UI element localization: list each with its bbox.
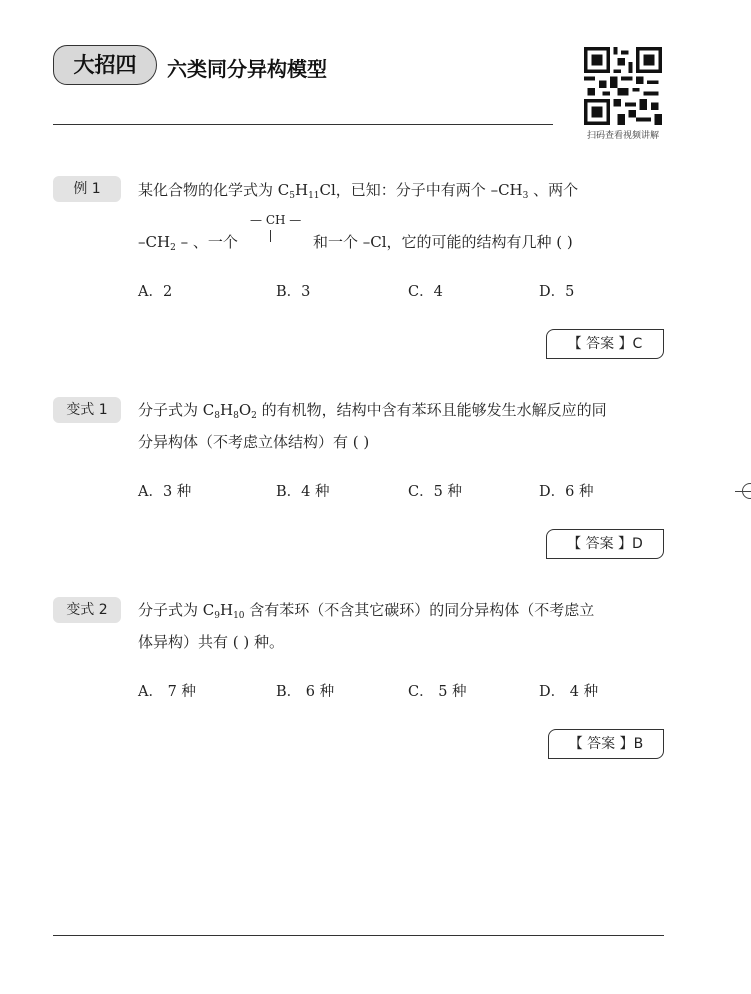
option-a[interactable]: A．2 <box>138 284 173 300</box>
ch-structure-formula: — CH — <box>250 213 302 227</box>
option-b[interactable]: B．4 种 <box>276 484 330 500</box>
qr-code-icon[interactable] <box>584 47 662 125</box>
crop-mark-circle-icon <box>742 483 751 499</box>
option-b[interactable]: B．3 <box>276 284 311 300</box>
option-c[interactable]: C． 5 种 <box>408 684 467 700</box>
question-text-line: 分子式为 $C_8H_8O_2$ 的有机物，结构中含有苯环且能够发生水解反应的同 <box>138 401 607 421</box>
question-text-line: 某化合物的化学式为 $C_5H_{11}Cl$，已知：分子中有两个 $-CH_3$ 、两个 <box>138 181 579 201</box>
answer-box: 【 答案 】C <box>546 329 664 359</box>
question-text-line: 和一个 –Cl，它的可能的结构有几种 ( ) <box>313 233 573 251</box>
ch-structure-bond <box>270 230 271 242</box>
page-title: 六类同分异构模型 <box>167 57 327 81</box>
footer-divider <box>53 935 664 936</box>
question-label: 例 1 <box>53 176 121 202</box>
question-label: 变式 1 <box>53 397 121 423</box>
chapter-tag-label: 大招四 <box>73 53 137 77</box>
question-text-line: 体异构）共有 ( ) 种。 <box>138 633 285 651</box>
option-c[interactable]: C．5 种 <box>408 484 462 500</box>
question-label: 变式 2 <box>53 597 121 623</box>
option-c[interactable]: C．4 <box>408 284 443 300</box>
option-b[interactable]: B． 6 种 <box>276 684 335 700</box>
question-text-line: 分异构体（不考虑立体结构）有 ( ) <box>138 433 370 451</box>
option-d[interactable]: D．5 <box>539 284 575 300</box>
option-d[interactable]: D． 4 种 <box>539 684 599 700</box>
header-divider <box>53 124 553 125</box>
option-a[interactable]: A． 7 种 <box>138 684 196 700</box>
question-text-line: $-CH_2$ – 、一个 <box>138 233 238 253</box>
question-text-line: 分子式为 $C_9H_{10}$ 含有苯环（不含其它碳环）的同分异构体（不考虑立 <box>138 601 595 621</box>
option-a[interactable]: A．3 种 <box>138 484 192 500</box>
answer-box: 【 答案 】B <box>548 729 664 759</box>
answer-box: 【 答案 】D <box>546 529 664 559</box>
qr-caption: 扫码查看视频讲解 <box>586 131 659 141</box>
option-d[interactable]: D．6 种 <box>539 484 594 500</box>
